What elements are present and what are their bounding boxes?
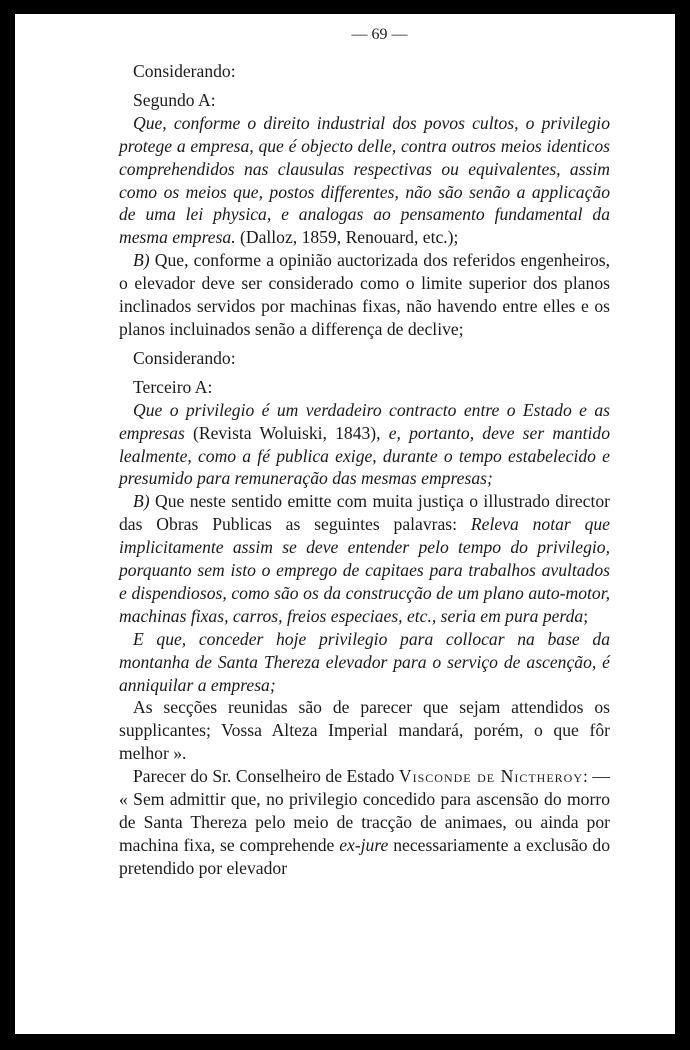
paragraph-4-label: B) (133, 491, 150, 512)
paragraph-4-text: Que neste sentido emitte com muita justiça o illustrado director das Obras Publicas as seguintes palavras: (119, 491, 610, 535)
paragraph-1-italic: Que, conforme o direito industrial dos povos cultos, o privilegio protege a empresa, que é objecto delle, contra outros meios identicos comprehendidos nas clausulas respectivas ou equivalentes, assim como os meios que, postos differentes, não são senão a applicação de uma lei physica, e analogas ao pensamento fundamental da mesma empresa. (119, 112, 610, 248)
paragraph-5: E que, conceder hoje privilegio para collocar na base da montanha de Santa Thereza elevador para o serviço de ascenção, é anniquilar a empresa; (119, 628, 610, 695)
paragraph-7-start: Parecer do Sr. Conselheiro de Estado (133, 766, 395, 787)
paragraph-2-label: B) (133, 250, 150, 271)
paragraph-4-end: ; (583, 605, 589, 626)
heading-considerando-2: Considerando: (133, 347, 236, 368)
paragraph-3-italic-b: e, portanto, deve ser mantido lealmente, como a fé publica exige, durante o tempo estabelecido e presumido para remuneração das mesmas empresas; (119, 422, 611, 489)
subheading-segundo: Segundo A: (133, 89, 216, 110)
paragraph-7-title: Visconde de Nictheroy (398, 766, 583, 787)
page-number: — 69 — (351, 26, 408, 43)
paragraph-1 (119, 112, 610, 249)
paragraph-3-citation: (Revista Woluiski, 1843), (192, 422, 381, 443)
paragraph-4-italic: Releva notar que implicitamente assim se deve entender pelo tempo do privilegio, porquanto sem isto o emprego de capitaes para trabalhos avultados e dispendiosos, como são os da construcção de um plano auto-motor, machinas fixas, carros, freios especiaes, etc., seria em pura perda (119, 514, 610, 626)
paragraph-7-end: necessariamente a exclusão do pretendido por elevador (119, 834, 610, 878)
subheading-terceiro: Terceiro A: (133, 376, 213, 397)
paragraph-1-citation: (Dalloz, 1859, Renouard, etc.); (240, 227, 459, 248)
paragraph-6: As secções reunidas são de parecer que sejam attendidos os supplicantes; Vossa Alteza Imperial mandará, porém, o que fôr melhor ». (119, 697, 610, 764)
page-text (119, 14, 610, 880)
paragraph-7-text: : — « Sem admittir que, no privilegio concedido para ascensão do morro de Santa Thereza pelo meio de tracção de animaes, ou ainda por machina fixa, se comprehende (119, 766, 610, 855)
paragraph-4 (119, 490, 610, 627)
heading-considerando-1: Considerando: (133, 61, 236, 81)
paragraph-3-italic-a: Que o privilegio é um verdadeiro contracto entre o Estado e as empresas (119, 399, 610, 443)
paragraph-7-italic: ex-jure (339, 834, 389, 855)
paragraph-2-text: Que, conforme a opinião auctorizada dos referidos engenheiros, o elevador deve ser considerado como o limite superior dos planos inclinados servidos por machinas fixas, não havendo entre elles e os planos incluinados senão a differença de declive; (119, 250, 610, 339)
paragraph-2 (119, 249, 610, 341)
page (15, 14, 675, 1034)
paragraph-3 (119, 399, 610, 491)
paragraph-7 (119, 765, 610, 880)
